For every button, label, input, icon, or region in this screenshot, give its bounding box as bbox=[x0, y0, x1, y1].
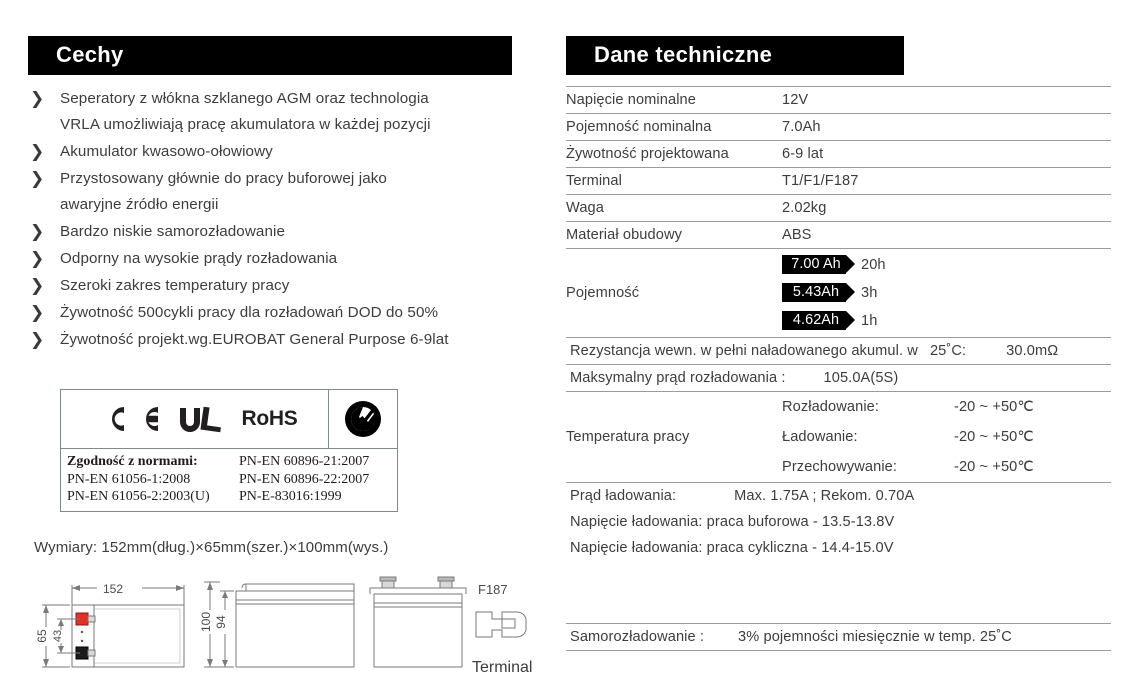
max-discharge-value: 105.0A(5S) bbox=[823, 369, 899, 386]
feature-line: Seperatory z włókna szklanego AGM oraz technologia bbox=[60, 89, 429, 107]
ce-mark-icon bbox=[98, 403, 164, 435]
standards-row bbox=[67, 488, 397, 506]
max-discharge-label: Maksymalny prąd rozładowania : bbox=[570, 369, 786, 386]
temperature-row bbox=[566, 391, 1111, 482]
spec-value: 7.0Ah bbox=[782, 113, 1111, 140]
table-row bbox=[566, 221, 1111, 248]
feature-line: Żywotność projekt.wg.EUROBAT General Purpose 6-9lat bbox=[60, 330, 449, 348]
list-item bbox=[28, 219, 528, 245]
feature-text bbox=[60, 246, 337, 272]
spec-value: 6-9 lat bbox=[782, 140, 1111, 167]
table-row bbox=[566, 194, 1111, 221]
chevron-right-icon: ❯ bbox=[30, 168, 45, 189]
resistance-temp: 25˚C: bbox=[929, 342, 967, 359]
battery-drawings bbox=[24, 572, 534, 690]
feature-text bbox=[60, 219, 285, 245]
feature-line: awaryjne źródło energii bbox=[60, 195, 219, 213]
specs-section-title: Dane techniczne bbox=[566, 36, 904, 75]
table-row bbox=[566, 113, 1111, 140]
feature-line: Odporny na wysokie prądy rozładowania bbox=[60, 249, 338, 267]
temperature-values bbox=[782, 391, 1111, 482]
spec-value: T1/F1/F187 bbox=[782, 167, 1111, 194]
terminal-label: Terminal bbox=[472, 659, 533, 676]
table-row bbox=[566, 167, 1111, 194]
list-item bbox=[28, 86, 528, 138]
charge-voltage-cyclic: Napięcie ładowania: praca cykliczna - 14.4-15.0V bbox=[570, 539, 894, 556]
table-row bbox=[566, 509, 1111, 535]
table-row bbox=[566, 623, 1111, 650]
chevron-right-icon: ❯ bbox=[30, 221, 45, 242]
self-discharge-cell bbox=[566, 623, 1111, 650]
inner-width-dimension-label: 43 bbox=[52, 629, 64, 643]
feature-line: Akumulator kwasowo-ołowiowy bbox=[60, 142, 273, 160]
list-item bbox=[28, 327, 528, 353]
temperature-entry bbox=[782, 452, 1111, 482]
table-row bbox=[566, 86, 1111, 113]
chevron-right-icon: ❯ bbox=[30, 141, 45, 162]
width-dimension-label: 65 bbox=[35, 629, 49, 643]
feature-line: VRLA umożliwiają pracę akumulatora w każdej pozycji bbox=[60, 115, 431, 133]
features-list bbox=[28, 86, 528, 353]
spec-label: Pojemność nominalna bbox=[566, 113, 782, 140]
list-item bbox=[28, 166, 528, 218]
ctick-logo-cell bbox=[328, 390, 397, 448]
feature-text bbox=[60, 166, 387, 218]
battery-dimension-drawing bbox=[24, 572, 534, 690]
length-dimension-label: 152 bbox=[103, 582, 124, 596]
capacity-label: Pojemność bbox=[566, 248, 782, 337]
feature-text bbox=[60, 327, 449, 353]
capacity-entry bbox=[782, 279, 1111, 307]
temperature-value: -20 ~ +50℃ bbox=[954, 459, 1034, 476]
charge-voltage-standby: Napięcie ładowania: praca buforowa - 13.5-13.8V bbox=[570, 513, 895, 530]
temperature-label: Temperatura pracy bbox=[566, 391, 782, 482]
charge-current-label: Prąd ładowania: bbox=[570, 487, 677, 504]
spec-label: Waga bbox=[566, 194, 782, 221]
rohs-mark-icon: RoHS bbox=[241, 407, 298, 430]
spec-value: 2.02kg bbox=[782, 194, 1111, 221]
chevron-right-icon: ❯ bbox=[30, 329, 45, 350]
temperature-entry bbox=[782, 392, 1111, 422]
terminal-code-label: F187 bbox=[478, 582, 508, 597]
capacity-hours: 1h bbox=[861, 312, 878, 329]
resistance-value: 30.0mΩ bbox=[1006, 342, 1059, 359]
list-item bbox=[28, 300, 528, 326]
list-item bbox=[28, 246, 528, 272]
charge-current-cell bbox=[566, 482, 1111, 509]
self-discharge-label: Samorozładowanie : bbox=[570, 628, 705, 645]
capacity-badge: 5.43Ah bbox=[782, 283, 846, 302]
standards-value: PN-EN 61056-1:2008 bbox=[67, 471, 191, 487]
specifications-table bbox=[566, 86, 1111, 651]
temperature-kind: Przechowywanie: bbox=[782, 458, 898, 475]
temperature-kind: Rozładowanie: bbox=[782, 398, 880, 415]
capacity-values bbox=[782, 248, 1111, 337]
spec-label: Materiał obudowy bbox=[566, 221, 782, 248]
certification-logos-group bbox=[61, 390, 328, 448]
standards-heading: Zgodność z normami: bbox=[67, 454, 198, 469]
self-discharge-value: 3% pojemności miesięcznie w temp. 25˚C bbox=[738, 628, 1012, 645]
standards-row bbox=[67, 453, 397, 471]
feature-line: Szeroki zakres temperatury pracy bbox=[60, 276, 290, 294]
features-column bbox=[28, 36, 528, 354]
capacity-row bbox=[566, 248, 1111, 337]
table-row bbox=[566, 140, 1111, 167]
temperature-entry bbox=[782, 422, 1111, 452]
feature-text bbox=[60, 300, 438, 326]
capacity-entry bbox=[782, 251, 1111, 279]
ul-mark-icon bbox=[177, 403, 229, 435]
capacity-hours: 20h bbox=[861, 256, 886, 273]
chevron-right-icon: ❯ bbox=[30, 275, 45, 296]
feature-line: Żywotność 500cykli pracy dla rozładowań DOD do 50% bbox=[60, 303, 439, 321]
spec-label: Napięcie nominalne bbox=[566, 86, 782, 113]
max-discharge-cell bbox=[566, 364, 1111, 391]
chevron-right-icon: ❯ bbox=[30, 88, 45, 109]
height-dimension-label: 100 bbox=[199, 611, 213, 633]
spec-value: ABS bbox=[782, 221, 1111, 248]
table-row bbox=[566, 535, 1111, 561]
table-row bbox=[566, 364, 1111, 391]
standards-list bbox=[61, 448, 397, 511]
standards-value: PN-E-83016:1999 bbox=[239, 489, 342, 504]
capacity-badge: 4.62Ah bbox=[782, 311, 846, 330]
dimensions-caption: Wymiary: 152mm(dług.)×65mm(szer.)×100mm(wys.) bbox=[34, 539, 389, 556]
standards-value: PN-EN 60896-22:2007 bbox=[239, 471, 370, 487]
table-row bbox=[566, 482, 1111, 509]
spec-label: Żywotność projektowana bbox=[566, 140, 782, 167]
table-spacer bbox=[566, 561, 1111, 624]
resistance-label: Rezystancja wewn. w pełni naładowanego akumul. w bbox=[570, 342, 918, 359]
spec-label: Terminal bbox=[566, 167, 782, 194]
list-item bbox=[28, 273, 528, 299]
charge-current-value: Max. 1.75A ; Rekom. 0.70A bbox=[734, 487, 915, 504]
feature-line: Bardzo niskie samorozładowanie bbox=[60, 222, 286, 240]
chevron-right-icon: ❯ bbox=[30, 302, 45, 323]
feature-line: Przystosowany głównie do pracy buforowej jako bbox=[60, 169, 387, 187]
temperature-value: -20 ~ +50℃ bbox=[954, 399, 1034, 416]
feature-text bbox=[60, 86, 431, 138]
temperature-value: -20 ~ +50℃ bbox=[954, 429, 1034, 446]
temperature-kind: Ładowanie: bbox=[782, 428, 858, 445]
standards-value: PN-EN 61056-2:2003(U) bbox=[67, 489, 210, 504]
specs-column bbox=[566, 36, 1111, 651]
feature-text bbox=[60, 273, 289, 299]
chevron-right-icon: ❯ bbox=[30, 248, 45, 269]
c-tick-mark-icon bbox=[344, 400, 382, 438]
standards-row bbox=[67, 471, 397, 489]
standards-value: PN-EN 60896-21:2007 bbox=[239, 454, 370, 469]
capacity-badge: 7.00 Ah bbox=[782, 255, 846, 274]
certification-box bbox=[60, 389, 398, 512]
capacity-hours: 3h bbox=[861, 284, 878, 301]
certification-logos bbox=[61, 390, 397, 448]
resistance-cell bbox=[566, 337, 1111, 364]
list-item bbox=[28, 139, 528, 165]
spec-value: 12V bbox=[782, 86, 1111, 113]
feature-text bbox=[60, 139, 273, 165]
table-row bbox=[566, 337, 1111, 364]
features-section-title: Cechy bbox=[28, 36, 512, 75]
inner-height-dimension-label: 94 bbox=[214, 615, 228, 629]
capacity-entry bbox=[782, 307, 1111, 335]
